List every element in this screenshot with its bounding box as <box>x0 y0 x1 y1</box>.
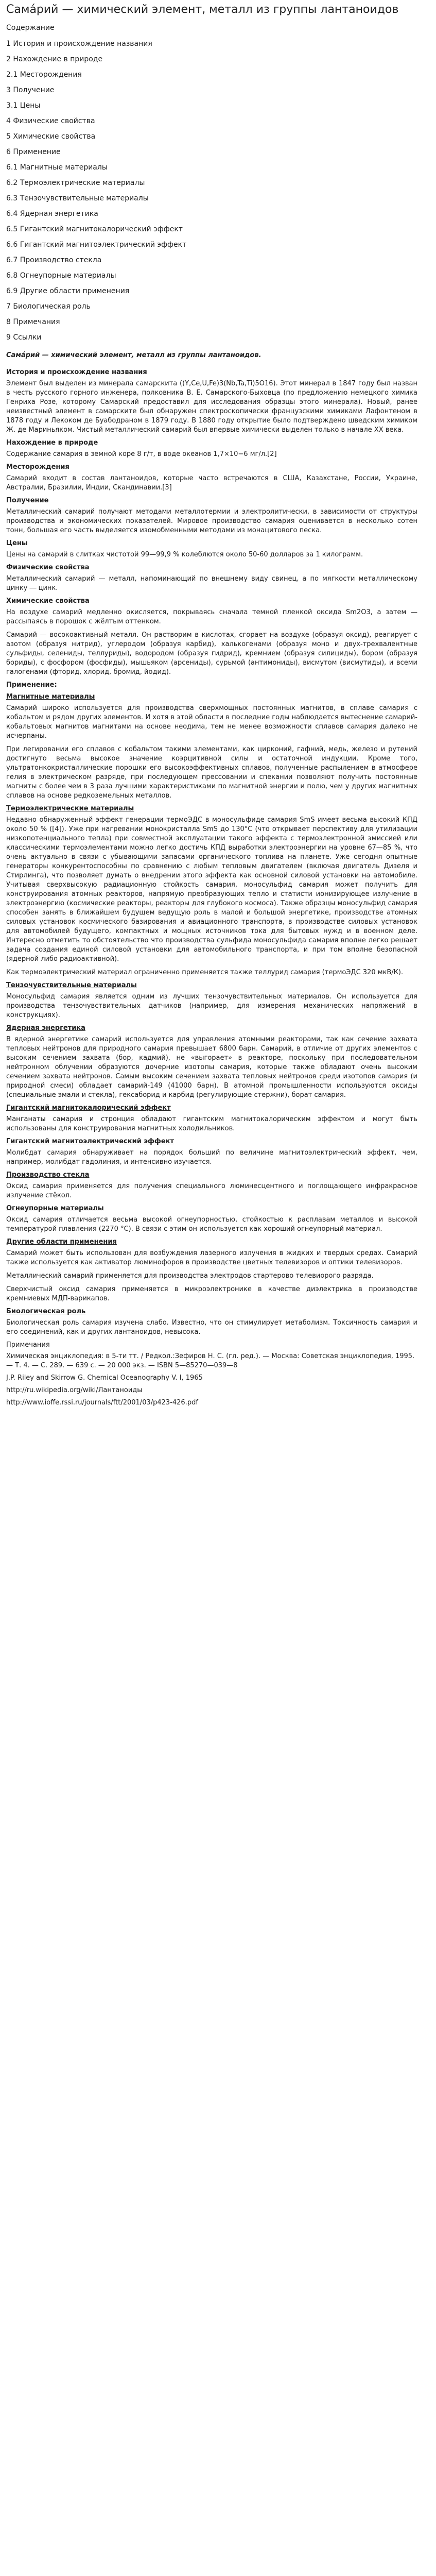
toc-link[interactable]: 1 История и происхождение названия <box>6 40 152 48</box>
section-heading: Цены <box>6 539 28 547</box>
toc-item <box>6 178 417 188</box>
toc-label: Содержание <box>6 24 55 32</box>
paragraph: Металлический самарий — металл, напоминающий по внешнему виду свинец, а по мягкости металлическому цинку ― цинк. <box>6 575 417 592</box>
toc-item <box>6 86 417 95</box>
paragraph: Самарий входит в состав лантаноидов, которые часто встречаются в США, Казахстане, России, Украине, Австралии, Бразилии, Индии, Скандинавии.[3] <box>6 474 417 492</box>
document-lead-title: Сама́рий — химический элемент, металл из группы лантаноидов. <box>6 351 261 359</box>
toc-item <box>6 163 417 172</box>
paragraph: Самарий широко используется для производства сверхмощных постоянных магнитов, в сплаве самария с кобальтом и рядом других элементов. И хотя в этой области в последние годы наблюдается вытеснение самарий-кобальтовых магнитов магнитами на основе неодима, тем не менее возможности сплавов самария далеко не исчерпаны. <box>6 704 417 740</box>
toc-item <box>6 240 417 249</box>
section-heading: Химические свойства <box>6 597 90 605</box>
paragraph: Оксид самария применяется для получения специального люминесцентного и поглощающего инфракрасное излучение стёкол. <box>6 1182 417 1199</box>
section-heading: Другие области применения <box>6 1238 117 1246</box>
section-heading: Нахождение в природе <box>6 439 98 447</box>
section-heading: Месторождения <box>6 463 69 471</box>
paragraph: Моносульфид самария является одним из лучших тензочувствительных материалов. Он используется для производства тензочувствительных датчиков (например, для измерения механических напряжений в конструкциях). <box>6 993 417 1019</box>
toc-link[interactable]: 6.5 Гигантский магнитокалорический эффект <box>6 225 183 233</box>
table-of-contents <box>6 39 417 342</box>
paragraph: При легировании его сплавов с кобальтом такими элементами, как цирконий, гафний, медь, железо и рутений достигнуто весьма высокое значение коэрцитивной силы и остаточной индукции. Кроме того, ультратонкокристаллические порошки его высокоэффективных сплавов, полученные распылением в атмосфере гелия в электрическом разряде, при последующем прессовании и спекании позволяют получить постоянные магниты с более чем в 3 раза лучшими характеристиками по магнитной энергии и полю, чем у других магнитных сплавов на основе редкоземельных металлов. <box>6 745 417 800</box>
toc-link[interactable]: 2.1 Месторождения <box>6 71 82 79</box>
toc-item <box>6 132 417 141</box>
toc-item <box>6 317 417 327</box>
toc-item <box>6 194 417 203</box>
paragraph: Элемент был выделен из минерала самарскита ((Y,Ce,U,Fe)3(Nb,Ta,Ti)5O16). Этот минерал в 1847 году был назван в честь русского горного инженера, полковника В. Е. Самарского-Быховца (по предложению немецкого химика Генриха Розе, которому Самарский предоставил для исследования образцы этого минерала). Новый, ранее неизвестный элемент в самарските был обнаружен спектроскопически французскими химиками Лафонтеном в 1878 году и Лекоком де Буабодраном в 1879 году. В 1880 году открытие было подтверждено шведским химиком Ж. де Мариньяком. Чистый металлический самарий был впервые химически выделен только в начале XX века. <box>6 380 417 434</box>
paragraph: Цены на самарий в слитках чистотой 99—99,9 % колеблются около 50-60 долларов за 1 килограмм. <box>6 551 363 558</box>
article-body <box>6 368 417 1337</box>
section-heading: Гигантский магнитокалорический эффект <box>6 1104 171 1112</box>
section-heading: Биологическая роль <box>6 1308 86 1315</box>
reference-item: J.P. Riley and Skirrow G. Chemical Oceanography V. I, 1965 <box>6 1374 203 1382</box>
section-heading: Огнеупорные материалы <box>6 1205 104 1212</box>
section-heading: Физические свойства <box>6 564 90 571</box>
reference-item[interactable]: http://ru.wikipedia.org/wiki/Лантаноиды <box>6 1386 143 1394</box>
paragraph: Самарий может быть использован для возбуждения лазерного излучения в жидких и твердых средах. Самарий также используется как активатор люминофоров в производстве цветных телевизоров и оптики телевизоров. <box>6 1249 417 1266</box>
toc-link[interactable]: 6.2 Термоэлектрические материалы <box>6 179 145 187</box>
section-heading: Применение: <box>6 681 57 689</box>
toc-link[interactable]: 6.6 Гигантский магнитоэлектрический эффект <box>6 241 187 249</box>
toc-link[interactable]: 2 Нахождение в природе <box>6 55 103 63</box>
paragraph: На воздухе самарий медленно окисляется, покрываясь сначала темной пленкой оксида Sm2O3, а затем — рассыпаясь в порошок с жёлтым оттенком. <box>6 608 417 625</box>
paragraph: Недавно обнаруженный эффект генерации термоЭДС в моносульфиде самария SmS имеет весьма высокий КПД около 50 % ([4]). Уже при нагревании монокристалла SmS до 130°C (что открывает перспективу для утилизации низкопотенциального тепла) при совместной эксплуатации такого эффекта с термоэлектронной эмиссией или классическими термоэлементами можно легко достичь КПД выработки электроэнергии на уровне 67—85 %, что очень актуально в связи с убывающими запасами органического топлива на планете. Уже сегодня опытные генераторы конкурентоспособны по сравнению с любым тепловым двигателем (включая двигатель Дизеля и Стирлинга), что позволяет думать о внедрении этого эффекта как основной силовой установки на автомобиле. Учитывая сверхвысокую радиационную стойкость самария, моносульфид самария может получить для конструирования атомных реакторов, напрямую преобразующих тепло и статисти ионизирующее излучение в электроэнергию (космические реакторы, реакторы для глубокого космоса). Также образцы моносульфид самария способен занять в ближайшем будущем ведущую роль в малой и большой энергетике, производстве атомных силовых установок космического базирования и авиационного транспорта, в производстве силовых установок для автомобилей будущего, компактных и мощных источников тока для бытовых нужд и в военном деле. Интересно отметить то обстоятельство что производства сульфида моносульфида самария вполне легко решает задача создания единой силовой установки для автомобильного транспорта, и при том вполне безопасной (ядерной либо радиоактивной). <box>6 816 417 963</box>
paragraph: Манганаты самария и стронция обладают гигантским магнитокалорическим эффектом и могут быть использованы для конструирования магнитных холодильников. <box>6 1115 417 1132</box>
page-title: Сама́рий — химический элемент, металл из группы лантаноидов <box>6 3 399 16</box>
paragraph: Оксид самария отличается весьма высокой огнеупорностью, стойкостью к расплавам металлов и высокой температурой плавления (2270 °C). В связи с этим он используется как хороший огнеупорный материал. <box>6 1216 417 1233</box>
toc-link[interactable]: 4 Физические свойства <box>6 117 95 125</box>
toc-link[interactable]: 6.3 Тензочувствительные материалы <box>6 194 149 202</box>
section-heading: Производство стекла <box>6 1171 90 1179</box>
toc-item <box>6 256 417 265</box>
paragraph: В ядерной энергетике самарий используется для управления атомными реакторами, так как сечение захвата тепловых нейтронов для природного самария превышает 6800 барн. Самарий, в отличие от других элементов с высоким сечением захвата (бор, кадмий), не «выгорает» в реакторе, поскольку при последовательном нейтронном облучении образуются дочерние изотопы самария, которые также обладают очень высоким сечением захвата нейтронов. Самым высоким сечением захвата тепловых нейтронов среди изотопов самария (и природной смеси) обладает самарий-149 (41000 барн). В атомной промышленности используются оксиды (специальные эмали и стекла), гексаборид и карбид (регулирующие стержни), борат самария. <box>6 1036 417 1099</box>
section-heading: Получение <box>6 497 49 504</box>
toc-link[interactable]: 3.1 Цены <box>6 101 41 110</box>
toc-link[interactable]: 9 Ссылки <box>6 333 42 342</box>
references-list <box>6 1352 417 1408</box>
notes-label: Примечания <box>6 1341 50 1349</box>
toc-link[interactable]: 7 Биологическая роль <box>6 302 91 311</box>
toc-link[interactable]: 6 Применение <box>6 148 61 156</box>
toc-link[interactable]: 6.4 Ядерная энергетика <box>6 210 98 218</box>
toc-link[interactable]: 5 Химические свойства <box>6 132 96 141</box>
paragraph: Металлический самарий применяется для производства электродов стартерово телевиорого разряда. <box>6 1272 374 1280</box>
toc-item <box>6 209 417 218</box>
toc-link[interactable]: 6.9 Другие области применения <box>6 287 130 295</box>
paragraph: Металлический самарий получают методами металлотермии и электролитически, в зависимости от структуры производства и экономических показателей. Мировое производство самария оценивается в несколько сотен тонн, большая его часть выделяется изомобменными методами из монацитового песка. <box>6 508 417 534</box>
toc-item <box>6 225 417 234</box>
section-heading: Ядерная энергетика <box>6 1024 85 1032</box>
paragraph: Самарий — восокоактивный металл. Он растворим в кислотах, сгорает на воздухе (образуя оксид), реагирует с азотом (образуя нитрид), углеродом (образуя карбид), халькогенами (образуя моно и двух-трехвалентные сульфиды, селениды, теллуриды), водородом (образуя гидрид), кремнием (образуя силициды), бором (образуя бориды), с фосфором (фосфиды), мышьяком (арсениды), сурьмой (антимониды), висмутом (висмутиды), и всеми галогенами (фторид, хлорид, бромид, йодид). <box>6 631 417 676</box>
toc-link[interactable]: 8 Примечания <box>6 318 60 326</box>
reference-item[interactable]: http://www.ioffe.rssi.ru/journals/ftt/2001/03/p423-426.pdf <box>6 1399 198 1406</box>
toc-item <box>6 302 417 311</box>
toc-item <box>6 39 417 48</box>
section-heading: Гигантский магнитоэлектрический эффект <box>6 1138 175 1145</box>
toc-link[interactable]: 6.7 Производство стекла <box>6 256 102 264</box>
toc-item <box>6 55 417 64</box>
paragraph: Сверхчистый оксид самария применяется в микроэлектронике в качестве диэлектрика в производстве кремниевых МДП-варикапов. <box>6 1285 417 1302</box>
section-heading: Магнитные материалы <box>6 693 95 701</box>
toc-item <box>6 116 417 126</box>
section-heading: Тензочувствительные материалы <box>6 981 137 989</box>
reference-item: Химическая энциклопедия: в 5-ти тт. / Редкол.:Зефиров Н. С. (гл. ред.). — Москва: Советская энциклопедия, 1995. — Т. 4. — С. 289. — 639 с. — 20 000 экз. — ISBN 5—85270—039—8 <box>6 1352 415 1369</box>
paragraph: Содержание самария в земной коре 8 г/т, в воде океанов 1,7×10−6 мг/л.[2] <box>6 450 277 458</box>
section-heading: Термоэлектрические материалы <box>6 805 134 812</box>
toc-link[interactable]: 6.1 Магнитные материалы <box>6 163 108 172</box>
section-heading: История и происхождение названия <box>6 368 147 376</box>
paragraph: Как термоэлектрический материал ограниченно применяется также теллурид самария (термоЭДС 320 мкВ/К). <box>6 969 404 976</box>
paragraph: Молибдат самария обнаруживает на порядок больший по величине магнитоэлектрический эффект, чем, например, молибдат гадолиния, и интенсивно изучается. <box>6 1149 417 1166</box>
toc-link[interactable]: 6.8 Огнеупорные материалы <box>6 272 116 280</box>
toc-link[interactable]: 3 Получение <box>6 86 55 94</box>
toc-item <box>6 70 417 79</box>
toc-item <box>6 271 417 280</box>
toc-item <box>6 101 417 110</box>
paragraph: Биологическая роль самария изучена слабо. Известно, что он стимулирует метаболизм. Токсичность самария и его соединений, как и других лантаноидов, невысока. <box>6 1319 417 1336</box>
toc-item <box>6 333 417 342</box>
toc-item <box>6 147 417 157</box>
toc-item <box>6 286 417 296</box>
